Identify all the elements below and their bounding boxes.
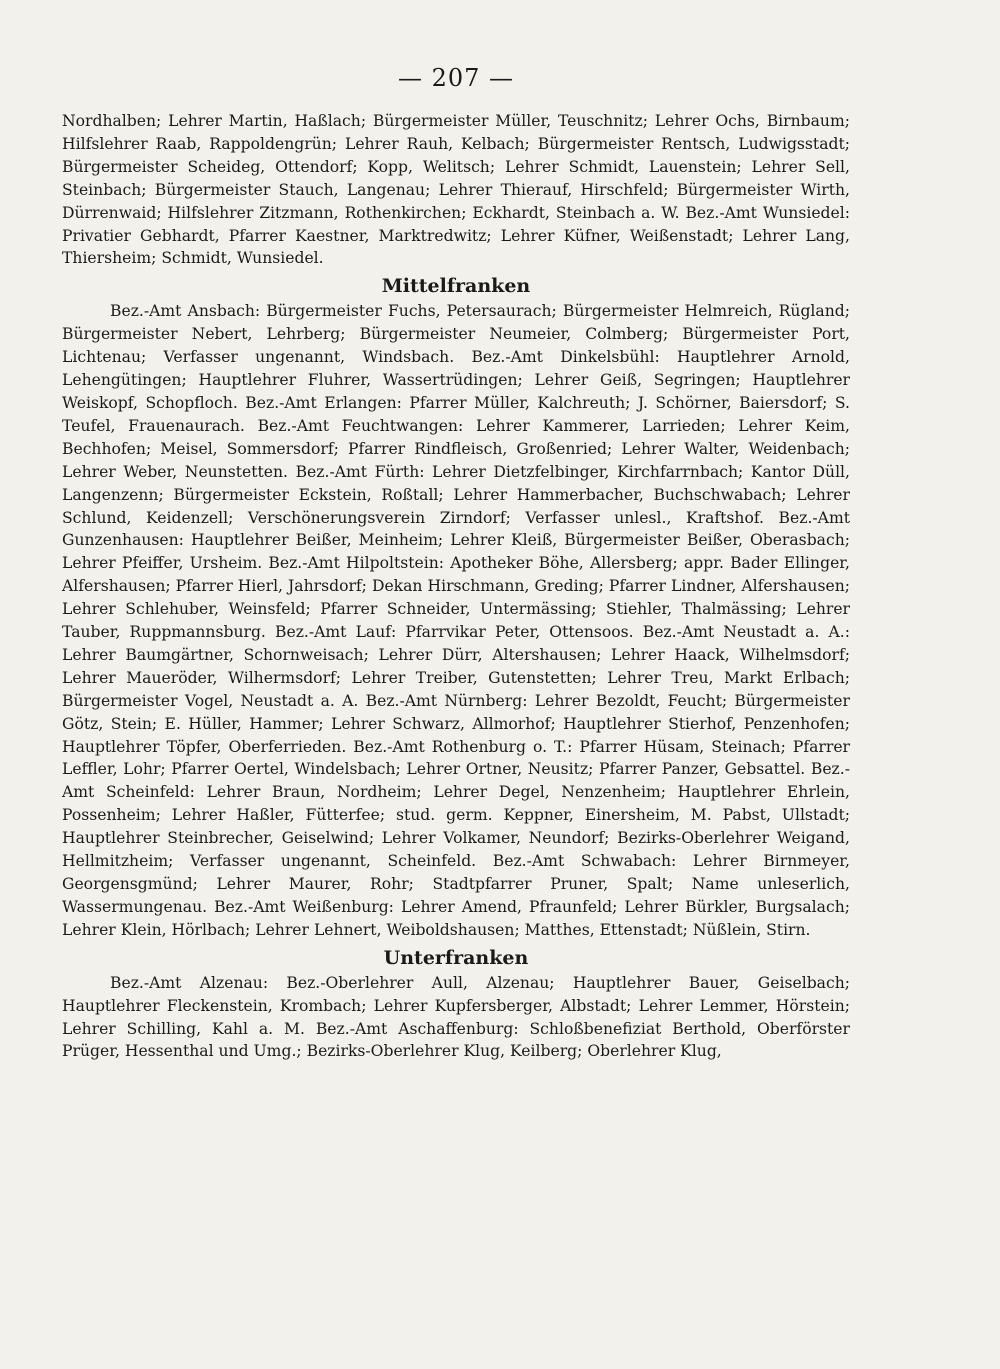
section-heading-unterfranken: Unterfranken: [383, 946, 529, 969]
section-heading-mittelfranken: Mittelfranken: [381, 275, 531, 298]
page-number: — 207 —: [397, 64, 515, 92]
section-text-mittelfranken: Bez.-Amt Ansbach: Bürgermeister Fuchs, Petersaurach; Bürgermeister Helmreich, Rügland; Bürgermeister Nebert, Lehrberg; Bürgermeister Neumeier, Colmberg; Bürgermeister Port, Lichtenau; Verfasser ungenannt, Windsbach. Bez.-Amt Dinkelsbühl: Hauptlehrer Arnold, Lehengütingen; Hauptlehrer Fluhrer, Wassertrüdingen; Lehrer Geiß, Segringen; Hauptlehrer Weiskopf, Schopfloch. Bez.-Amt Erlangen: Pfarrer Müller, Kalchreuth; J. Schörner, Baiersdorf; S. Teufel, Frauenaurach. Bez.-Amt Feuchtwangen: Lehrer Kammerer, Larrieden; Lehrer Keim, Bechhofen; Meisel, Sommersdorf; Pfarrer Rindfleisch, Großenried; Lehrer Walter, Weidenbach; Lehrer Weber, Neunstetten. Bez.-Amt Fürth: Lehrer Dietzfelbinger, Kirchfarrnbach; Kantor Düll, Langenzenn; Bürgermeister Eckstein, Roßtall; Lehrer Hammerbacher, Buchschwabach; Lehrer Schlund, Keidenzell; Verschönerungsverein Zirndorf; Verfasser unlesl., Kraftshof. Bez.-Amt Gunzenhausen: Hauptlehrer Beißer, Meinheim; Lehrer Kleiß, Bürgermeister Beißer, Oberasbach; Lehrer Pfeiffer, Ursheim. Bez.-Amt Hilpoltstein: Apotheker Böhe, Allersberg; appr. Bader Ellinger, Alfershausen; Pfarrer Hierl, Jahrsdorf; Dekan Hirschmann, Greding; Pfarrer Lindner, Alfershausen; Lehrer Schlehuber, Weinsfeld; Pfarrer Schneider, Untermässing; Stiehler, Thalmässing; Lehrer Tauber, Ruppmannsburg. Bez.-Amt Lauf: Pfarrvikar Peter, Ottensoos. Bez.-Amt Neustadt a. A.: Lehrer Baumgärtner, Schornweisach; Lehrer Dürr, Altershausen; Lehrer Haack, Wilhelmsdorf; Lehrer Maueröder, Wilhermsdorf; Lehrer Treiber, Gutenstetten; Lehrer Treu, Markt Erlbach; Bürgermeister Vogel, Neustadt a. A. Bez.-Amt Nürnberg: Lehrer Bezoldt, Feucht; Bürgermeister Götz, Stein; E. Hüller, Hammer; Lehrer Schwarz, Allmorhof; Hauptlehrer Stierhof, Penzenhofen; Hauptlehrer Töpfer, Oberferrieden. Bez.-Amt Rothenburg o. T.: Pfarrer Hüsam, Steinach; Pfarrer Leffler, Lohr; Pfarrer Oertel, Windelsbach; Lehrer Ortner, Neusitz; Pfarrer Panzer, Gebsattel. Bez.-Amt Scheinfeld: Lehrer Braun, Nordheim; Lehrer Degel, Nenzenheim; Hauptlehrer Ehrlein, Possenheim; Lehrer Haßler, Fütterfee; stud. germ. Keppner, Einersheim, M. Pabst, Ullstadt; Hauptlehrer Steinbrecher, Geiselwind; Lehrer Volkamer, Neundorf; Bezirks-Oberlehrer Weigand, Hellmitzheim; Verfasser ungenannt, Scheinfeld. Bez.-Amt Schwabach: Lehrer Birnmeyer, Georgensgmünd; Lehrer Maurer, Rohr; Stadtpfarrer Pruner, Spalt; Name unleserlich, Wassermungenau. Bez.-Amt Weißenburg: Lehrer Amend, Pfraunfeld; Lehrer Bürkler, Burgsalach; Lehrer Klein, Hörlbach; Lehrer Lehnert, Weiboldshausen; Matthes, Ettenstadt; Nüßlein, Stirn.: [62, 302, 850, 939]
top-paragraph: Nordhalben; Lehrer Martin, Haßlach; Bürgermeister Müller, Teuschnitz; Lehrer Ochs, Birnbaum; Hilfslehrer Raab, Rappoldengrün; Lehrer Rauh, Kelbach; Bürgermeister Rentsch, Ludwigsstadt; Bürgermeister Scheideg, Ottendorf; Kopp, Welitsch; Lehrer Schmidt, Lauenstein; Lehrer Sell, Steinbach; Bürgermeister Stauch, Langenau; Lehrer Thierauf, Hirschfeld; Bürgermeister Wirth, Dürrenwaid; Hilfslehrer Zitzmann, Rothenkirchen; Eckhardt, Steinbach a. W. Bez.-Amt Wunsiedel: Privatier Gebhardt, Pfarrer Kaestner, Marktredwitz; Lehrer Küfner, Weißenstadt; Lehrer Lang, Thiersheim; Schmidt, Wunsiedel.: [62, 112, 850, 268]
section-text-unterfranken: Bez.-Amt Alzenau: Bez.-Oberlehrer Aull, Alzenau; Hauptlehrer Bauer, Geiselbach; Hauptlehrer Fleckenstein, Krombach; Lehrer Kupfersberger, Albstadt; Lehrer Lemmer, Hörstein; Lehrer Schilling, Kahl a. M. Bez.-Amt Aschaffenburg: Schloßbenefiziat Berthold, Oberförster Prüger, Hessenthal und Umg.; Bezirks-Oberlehrer Klug, Keilberg; Oberlehrer Klug,: [62, 973, 850, 1061]
